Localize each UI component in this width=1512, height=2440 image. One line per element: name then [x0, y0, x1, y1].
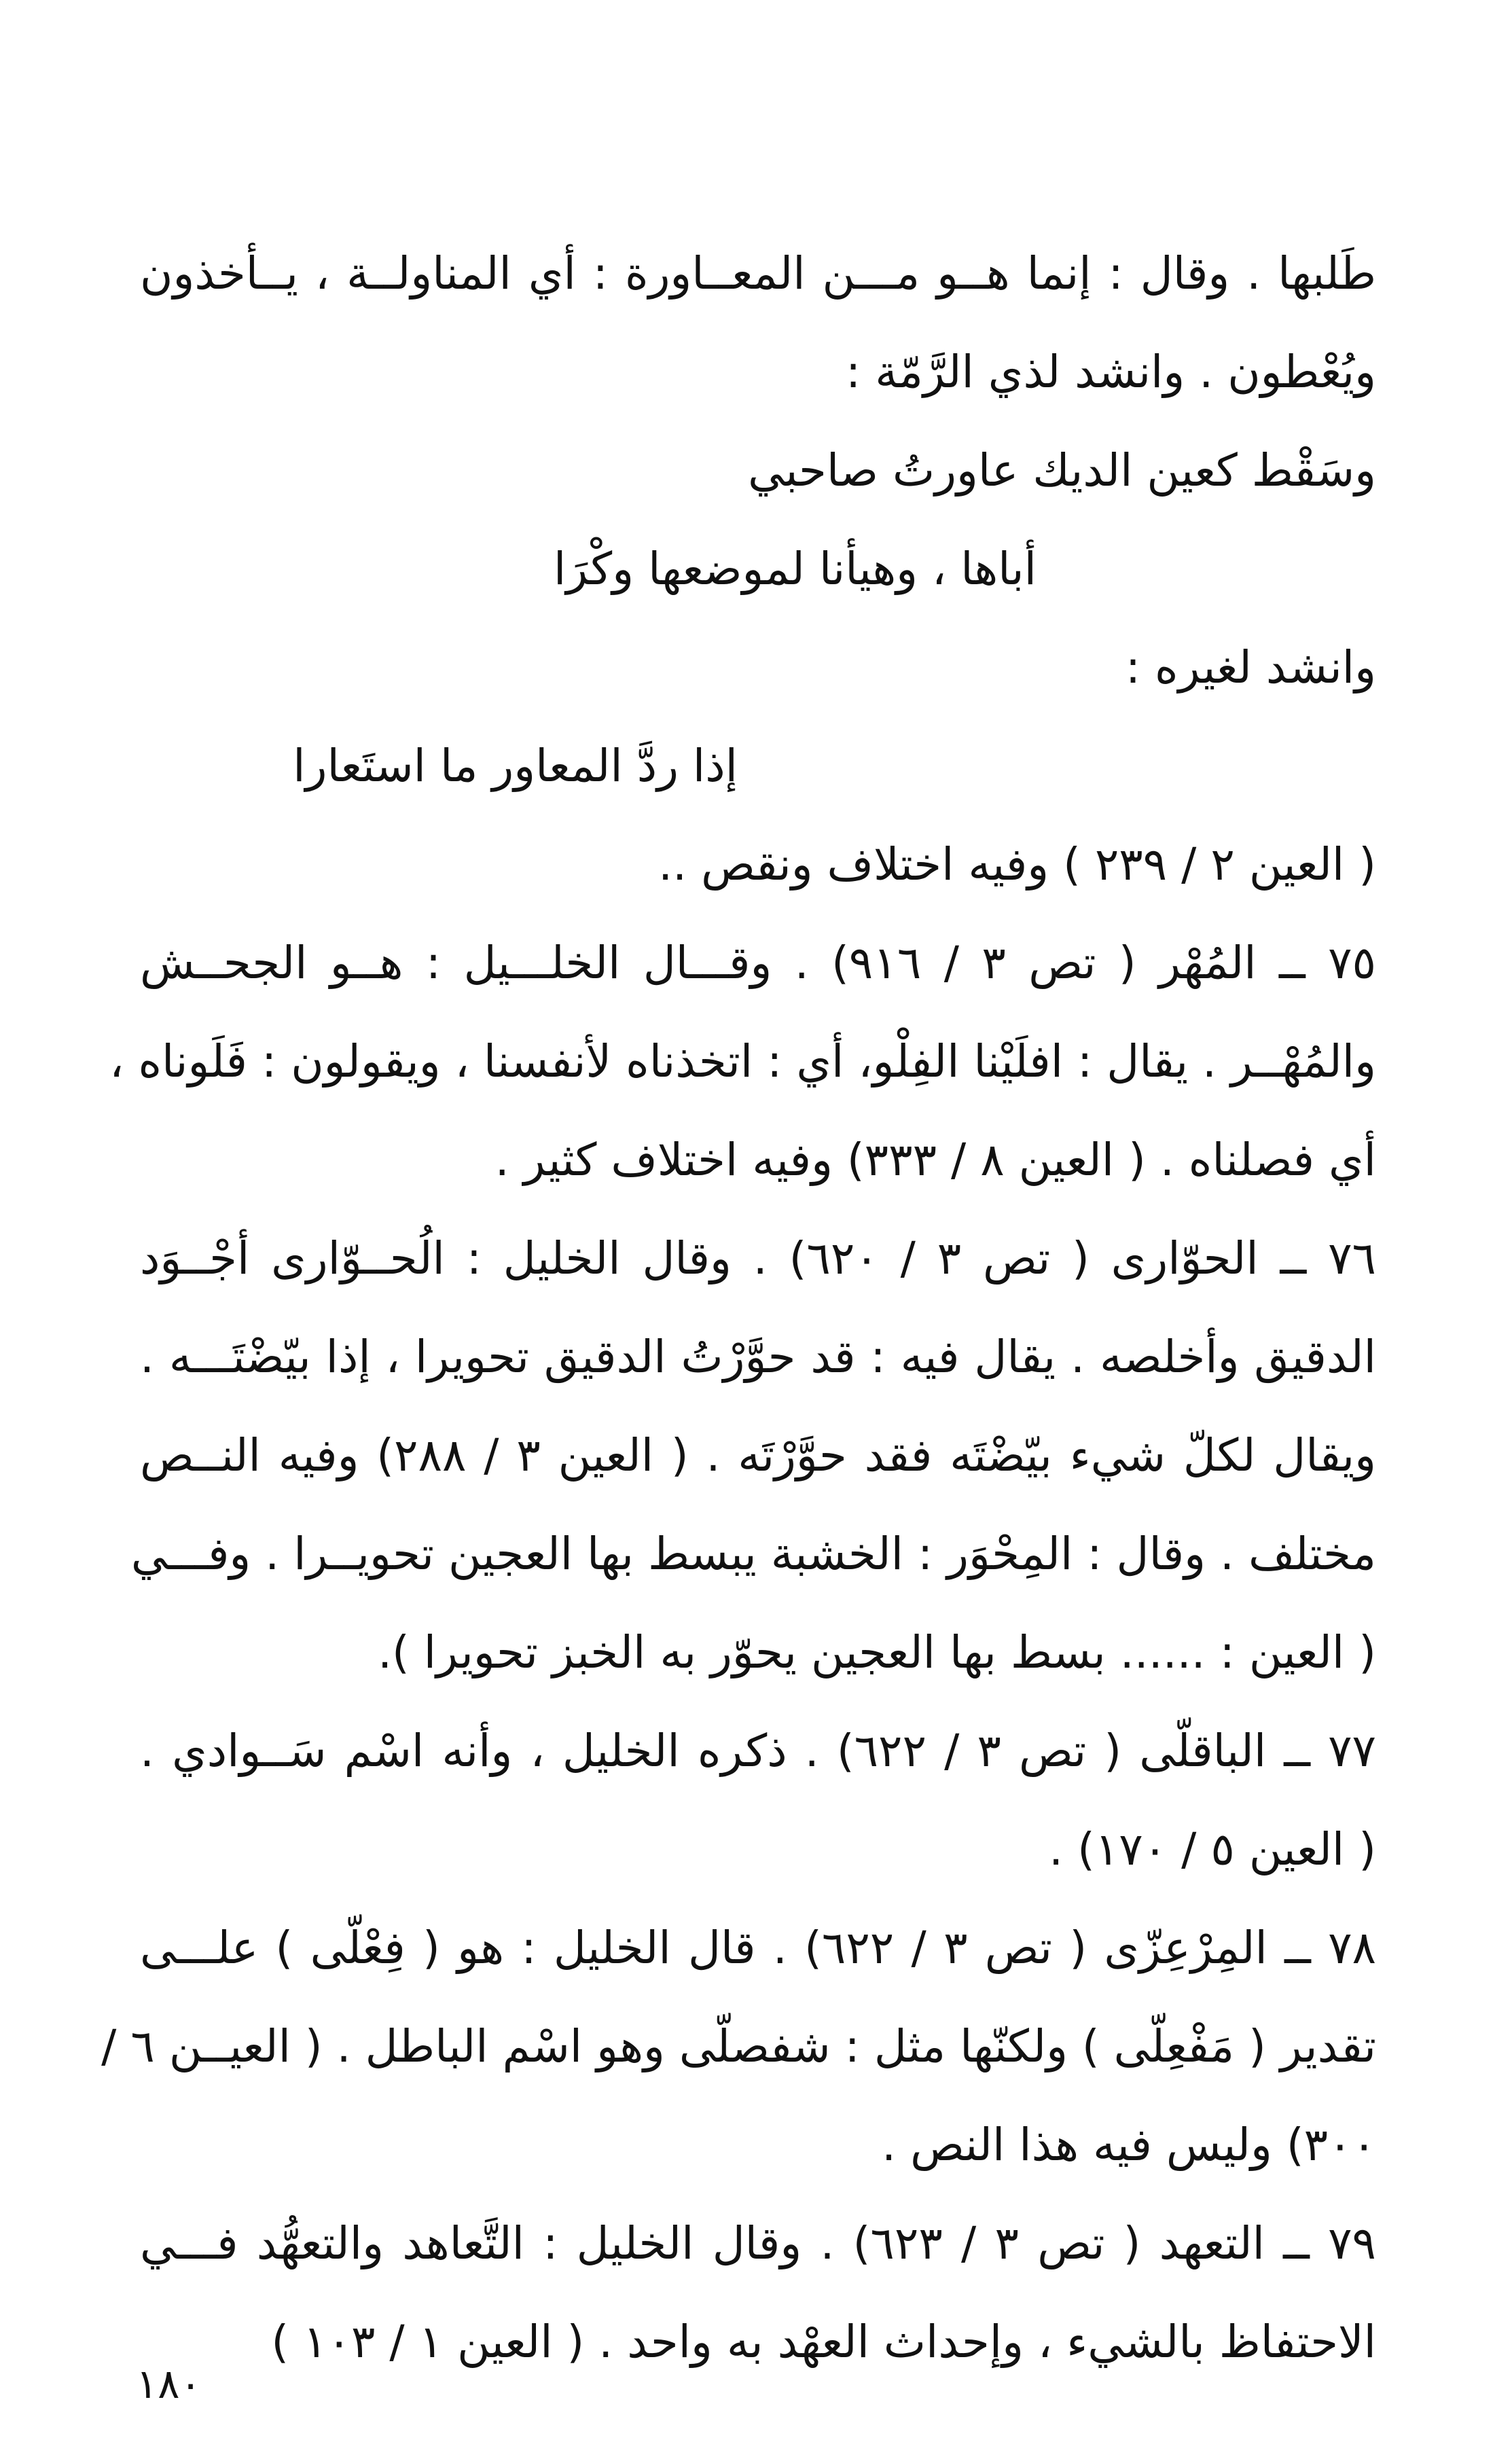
text-line: ( العين : ...... بسط بها العجين يحوّر به الخبز تحويرا ).	[378, 1626, 1376, 1679]
text-line: مختلف . وقال : المِحْوَر : الخشبة يبسط بها العجين تحويــرا . وفـــي	[130, 1528, 1376, 1580]
text-line: ( العين ٢ / ٢٣٩ ) وفيه اختلاف ونقص ..	[658, 838, 1376, 891]
text-line: إذا ردَّ المعاور ما استَعارا	[293, 740, 738, 792]
text-line: تقدير ( مَفْعِلّى ) ولكنّها مثل : شفصلّى وهو اسْم الباطل . ( العيــن ٦ /	[101, 2020, 1376, 2073]
text-line: ويُعْطون . وانشد لذي الرَّمّة :	[845, 346, 1376, 398]
text-line: أي فصلناه . ( العين ٨ / ٣٣٣) وفيه اختلاف كثير .	[494, 1134, 1376, 1186]
text-line: طَلبها . وقال : إنما هــو مـــن المعــاورة : أي المناولــة ، يــأخذون	[140, 247, 1376, 300]
text-line: الدقيق وأخلصه . يقال فيه : قد حوَّرْتُ الدقيق تحويرا ، إذا بيّضْتَـــه .	[140, 1331, 1376, 1383]
text-line: ويقال لكلّ شيء بيّضْتَه فقد حوَّرْتَه . ( العين ٣ / ٢٨٨) وفيه النــص	[140, 1429, 1376, 1482]
text-line: الاحتفاظ بالشيء ، وإحداث العهْد به واحد . ( العين ١ / ١٠٣ )	[271, 2316, 1376, 2368]
page-number: ١٨٠	[136, 2361, 202, 2408]
text-line: وسَقْط كعين الديك عاورتُ صاحبي	[748, 444, 1376, 497]
text-line: ٧٥ ــ المُهْر ( تص ٣ / ٩١٦) . وقـــال الخلـــيل : هــو الجحــش	[140, 937, 1377, 989]
text-line: ٣٠٠) وليس فيه هذا النص .	[882, 2119, 1376, 2171]
text-line: ٧٩ ــ التعهد ( تص ٣ / ٦٢٣) . وقال الخليل : التَّعاهد والتعهُّد فـــي	[140, 2217, 1377, 2269]
text-line: وانشد لغيره :	[1125, 641, 1376, 694]
text-line: والمُهْــر . يقال : افلَيْنا الفِلْو، أي : اتخذناه لأنفسنا ، ويقولون : فَلَوناه ،	[109, 1035, 1376, 1088]
text-line: أباها ، وهيأنا لموضعها وكْرَا	[554, 543, 1037, 595]
text-line: ٧٨ ــ المِرْعِزّى ( تص ٣ / ٦٢٢) . قال الخليل : هو ( فِعْلّى ) علـــى	[140, 1922, 1376, 1974]
text-line: ٧٧ ــ الباقلّى ( تص ٣ / ٦٢٢) . ذكره الخليل ، وأنه اسْم سَــوادي .	[140, 1725, 1376, 1777]
text-line: ( العين ٥ / ١٧٠) .	[1049, 1823, 1376, 1876]
text-block	[101, 224, 1377, 2391]
text-line: ٧٦ ــ الحوّارى ( تص ٣ / ٦٢٠) . وقال الخليل : الُحــوّارى أجْــوَد	[140, 1232, 1376, 1285]
